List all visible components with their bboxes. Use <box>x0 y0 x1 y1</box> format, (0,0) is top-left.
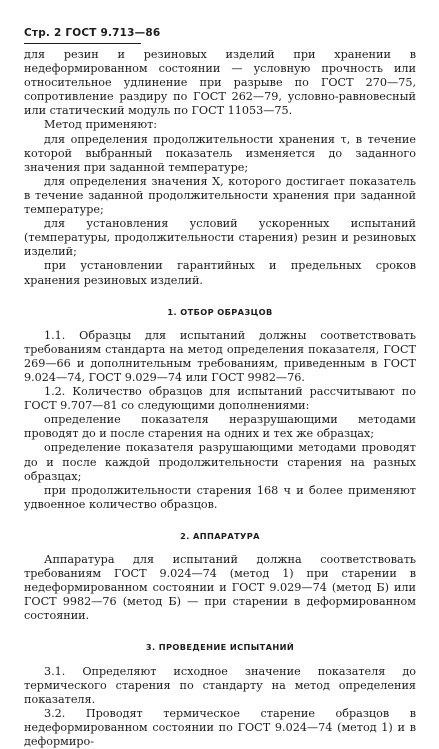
intro-paragraph: для установления условий ускоренных испытаний (температуры, продолжительности старения) резин и резиновых изделий; <box>24 217 416 259</box>
page-header: Стр. 2 ГОСТ 9.713—86 <box>24 27 161 39</box>
section-heading-testing: 3. ПРОВЕДЕНИЕ ИСПЫТАНИЙ <box>145 642 295 653</box>
section-heading-apparatus: 2. АППАРАТУРА <box>180 530 260 541</box>
section-paragraph: определение показателя разрушающими методами проводят до и после каждой продолжительности старения на разных образцах; <box>24 441 416 483</box>
section-paragraph: 3.1. Определяют исходное значение показателя до термического старения по стандарту на метод определения показателя. <box>24 664 416 706</box>
section-heading-sampling: 1. ОТБОР ОБРАЗЦОВ <box>167 306 273 317</box>
section-paragraph: 1.1. Образцы для испытаний должны соответствовать требованиям стандарта на метод определения показателя, ГОСТ 269—66 и дополнительным требованиям, приведенным в ГОСТ 9.024—74, ГОСТ 9.029—74 или ГОСТ 9982—76. <box>24 328 416 384</box>
intro-paragraph: для определения продолжительности хранения τ, в течение которой выбранный показатель изменяется до заданного значения при заданной температуре; <box>24 132 416 174</box>
section-paragraph: Аппаратура для испытаний должна соответствовать требованиям ГОСТ 9.024—74 (метод 1) при старении в недеформированном состоянии и ГОСТ 9.029—74 (метод Б) или ГОСТ 9982—76 (метод Б) — при старении в деформированном состоянии. <box>24 553 416 623</box>
document-body <box>24 48 416 749</box>
section-paragraph: определение показателя неразрушающими методами проводят до и после старения на одних и тех же образцах; <box>24 413 416 441</box>
intro-paragraph: при установлении гарантийных и предельных сроков хранения резиновых изделий. <box>24 259 416 287</box>
header-rule <box>24 43 141 44</box>
section-paragraph: при продолжительности старения 168 ч и более применяют удвоенное количество образцов. <box>24 483 416 511</box>
intro-paragraph: для определения значения X, которого достигает показатель в течение заданной продолжительности хранения при заданной температуре; <box>24 174 416 217</box>
section-paragraph: 1.2. Количество образцов для испытаний рассчитывают по ГОСТ 9.707—81 со следующими дополнениями: <box>24 385 416 413</box>
section-paragraph: 3.2. Проводят термическое старение образцов в недеформированном состоянии по ГОСТ 9.024—74 (метод 1) и в деформиро- <box>24 706 416 749</box>
intro-paragraph: для резин и резиновых изделий при хранении в недеформированном состоянии — условную прочность или относительное удлинение при разрыве по ГОСТ 270—75, сопротивление раздиру по ГОСТ 262—79, условно-равновесный или статический модуль по ГОСТ 11053—75. <box>24 48 416 118</box>
intro-paragraph: Метод применяют: <box>44 118 158 132</box>
